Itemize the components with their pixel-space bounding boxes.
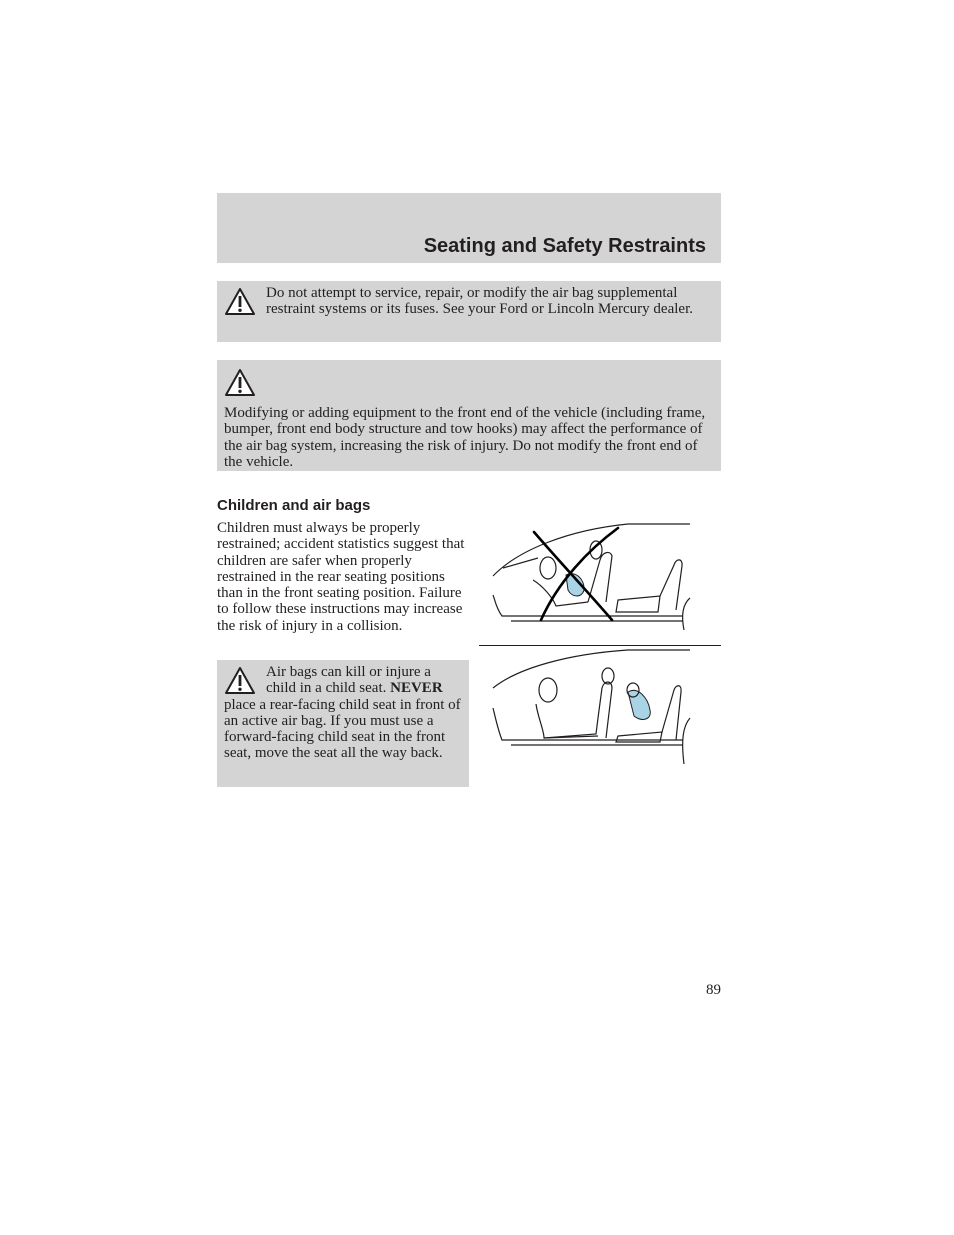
header-band bbox=[217, 193, 721, 263]
warning-triangle-icon bbox=[224, 666, 256, 696]
warning-triangle-icon bbox=[224, 368, 256, 398]
warning-text: Modifying or adding equipment to the front end of the vehicle (including frame, bumper, front end body structure and tow hooks) may affect the performance of the air bag system, increasing the risk of injury. Do not modify the front end of the vehicle. bbox=[224, 405, 706, 470]
warning-text: Air bags can kill or injure a child in a child seat. bbox=[266, 664, 431, 697]
illustration-child-seat-front-crossed bbox=[478, 520, 694, 650]
section-body: Children must always be properly restrained; accident statistics suggest that children are safer when properly restrained in the rear seating positions than in the front seating position. Failure to follow these instructions may increase the risk of injury in a collision. bbox=[217, 520, 465, 634]
section-heading: Children and air bags bbox=[217, 497, 371, 514]
illustration-child-seat-rear bbox=[478, 648, 694, 768]
warning-front-end-modification bbox=[217, 360, 721, 471]
page-title: Seating and Safety Restraints bbox=[423, 235, 706, 257]
warning-triangle-icon bbox=[224, 287, 256, 317]
illustration-divider bbox=[479, 645, 721, 646]
warning-emphasis: NEVER bbox=[390, 680, 443, 697]
warning-text: place a rear-facing child seat in front of an active air bag. If you must use a forward-facing child seat in the front seat, move the seat all the way back. bbox=[224, 696, 461, 762]
warning-child-seat bbox=[217, 660, 469, 787]
warning-service-air-bag bbox=[217, 281, 721, 342]
page-number: 89 bbox=[706, 982, 721, 998]
warning-text: Do not attempt to service, repair, or modify the air bag supplemental restraint systems or its fuses. See your Ford or Lincoln Mercury dealer. bbox=[266, 285, 693, 318]
